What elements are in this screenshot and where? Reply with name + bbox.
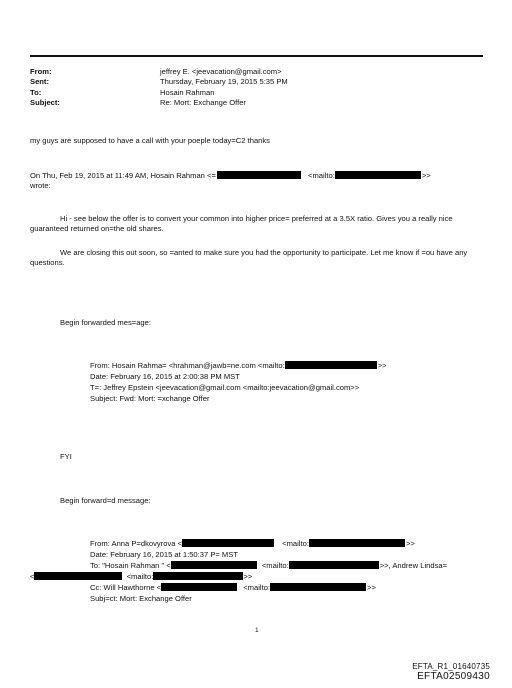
- quote-intro-mailto: <mailto:: [308, 171, 335, 180]
- redaction-box: [335, 171, 421, 179]
- redaction-box: [34, 572, 122, 580]
- subject-value: Re: Mort: Exchange Offer: [160, 98, 246, 108]
- redaction-box: [289, 561, 379, 569]
- redaction-box: [182, 539, 274, 547]
- bates-number-1: EFTA_R1_01640735: [412, 662, 490, 671]
- redaction-box: [285, 361, 377, 369]
- fwd2-cc-end: >>: [367, 583, 376, 592]
- fwd2-to-cont-open: <: [30, 572, 35, 581]
- subject-label: Subject:: [30, 98, 60, 108]
- sent-label: Sent:: [30, 77, 49, 87]
- quote-intro-text: On Thu, Feb 19, 2015 at 11:49 AM, Hosain Rahman <=: [30, 171, 216, 180]
- header-rule: [30, 55, 483, 57]
- fyi-text: FYI: [60, 452, 72, 461]
- fwd2-from-line: [90, 539, 415, 548]
- from-label: From:: [30, 67, 52, 76]
- reply-text: my guys are supposed to have a call with your poeple today=C2 thanks: [30, 136, 270, 145]
- redaction-box: [153, 572, 243, 580]
- fwd1-date-line: Date: February 16, 2015 at 2:00:38 PM MST: [90, 372, 240, 381]
- fwd1-from-line: [90, 361, 387, 370]
- fwd1-subject-line: Subject: Fwd: Mort: =xchange Offer: [90, 394, 210, 403]
- fwd1-from-end: >>: [377, 361, 387, 370]
- fwd2-cc-line: [90, 583, 376, 592]
- redaction-box: [309, 539, 405, 547]
- fwd1-from-text: From: Hosain Rahma= <hrahman@jawb=ne.com <mailto:: [90, 361, 285, 370]
- paragraph-closing: We are closing this out soon, so =anted to make sure you had the opportunity to participate. Let me know if =ou have any questions.: [30, 248, 468, 267]
- paragraph-offer: Hi - see below the offer is to convert your common into higher price= preferred at a 3.5X ratio. Gives you a really nice guaranteed returned on=the old shares.: [30, 214, 453, 233]
- fwd2-to-continuation: [30, 572, 252, 581]
- fwd2-to-end: >>, Andrew Lindsa=: [379, 561, 448, 570]
- fwd2-subject-line: Subj=ct: Mort: Exchange Offer: [90, 594, 192, 603]
- fwd2-to-text: To: "Hosain Rahman " <: [90, 561, 171, 570]
- redaction-box: [217, 171, 301, 179]
- quote-intro-end: >>: [421, 171, 431, 180]
- forwarded-label-1: Begin forwarded mes=age:: [60, 318, 151, 327]
- from-value: jeffrey E. <jeevacation@gmail.com>: [160, 67, 282, 76]
- fwd1-to-line: T=: Jeffrey Epstein <jeevacation@gmail.com <mailto:jeevacation@gmail.com>>: [90, 383, 360, 392]
- to-value: Hosain Rahman: [160, 87, 215, 97]
- redaction-box: [161, 583, 237, 591]
- fwd2-to-cont-mailto: <mailto:: [126, 572, 154, 581]
- fwd2-from-mailto: <mailto:: [282, 539, 309, 548]
- fwd2-date-line: Date: February 16, 2015 at 1:50:37 P= MST: [90, 550, 238, 559]
- fwd2-to-line: [90, 561, 447, 570]
- fwd2-from-text: From: Anna P=dkovyrova <: [90, 539, 183, 548]
- fwd2-to-cont-end: >>: [243, 572, 253, 581]
- fwd2-cc-mailto: <mailto:: [243, 583, 271, 592]
- to-label: To:: [30, 87, 42, 97]
- redaction-box: [270, 583, 366, 591]
- quote-intro-wrote: wrote:: [30, 181, 51, 190]
- quote-intro: [30, 171, 431, 180]
- fwd2-from-end: >>: [405, 539, 415, 548]
- sent-value: Thursday, February 19, 2015 5:35 PM: [160, 77, 288, 87]
- bates-number-2: EFTA02509430: [417, 671, 490, 682]
- fwd2-cc-text: Cc: Will Hawthorne <: [90, 583, 162, 592]
- forwarded-label-2: Begin forward=d message:: [60, 496, 151, 505]
- page-number: 1: [255, 627, 259, 634]
- fwd2-to-mailto: <mailto:: [261, 561, 289, 570]
- redaction-box: [171, 561, 257, 569]
